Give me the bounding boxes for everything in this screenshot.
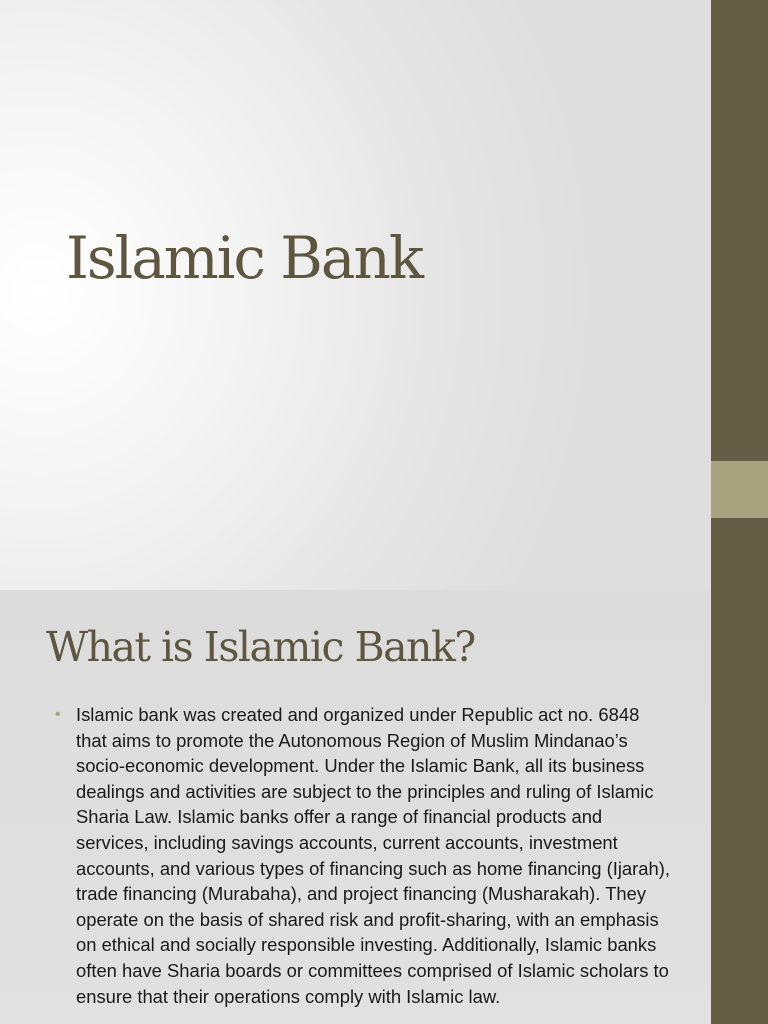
bullet-list <box>55 702 673 1009</box>
bullet-dot-icon: • <box>55 706 61 723</box>
bullet-text: Islamic bank was created and organized under Republic act no. 6848 that aims to promote the Autonomous Region of Muslim Mindanao’s socio-economic development. Under the Islamic Bank, all its business dealings and activities are subject to the principles and ruling of Islamic Sharia Law. Islamic banks offer a range of financial products and services, including savings accounts, current accounts, investment accounts, and various types of financing such as home financing (Ijarah), trade financing (Murabaha), and project financing (Musharakah). They operate on the basis of shared risk and profit-sharing, with an emphasis on ethical and socially responsible investing. Additionally, Islamic banks often have Sharia boards or committees comprised of Islamic scholars to ensure that their operations comply with Islamic law. <box>76 704 670 1007</box>
sidebar-bar <box>711 0 768 1024</box>
content-slide <box>0 590 711 1024</box>
sidebar-accent-block <box>711 461 768 518</box>
bullet-item <box>55 702 673 1009</box>
slide-heading: What is Islamic Bank? <box>46 623 475 671</box>
slide-title: Islamic Bank <box>66 224 422 292</box>
